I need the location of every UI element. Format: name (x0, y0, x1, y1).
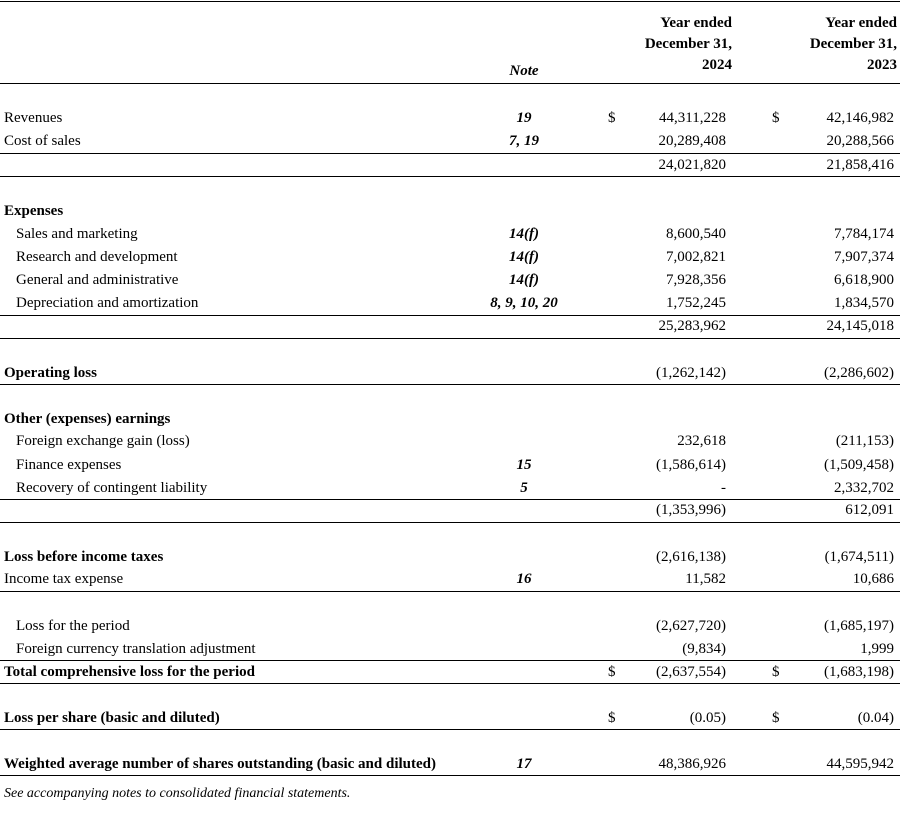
value-2023: 20,288,566 (826, 133, 894, 149)
column-header-line: 2023 (867, 57, 897, 73)
rule (0, 775, 900, 776)
row-label: General and administrative (16, 272, 179, 288)
row-research-development (0, 247, 900, 267)
value-2023: 21,858,416 (826, 157, 894, 173)
row-loss-before-tax (0, 547, 900, 567)
row-label: Sales and marketing (16, 226, 138, 242)
row-gross-margin (0, 155, 900, 175)
rule (0, 683, 900, 684)
column-header-line: Year ended (660, 15, 732, 31)
row-other-total (0, 500, 900, 520)
row-label: Operating loss (4, 365, 97, 381)
note-column-header: Note (509, 63, 539, 79)
value-2023: (1,685,197) (824, 618, 894, 634)
value-2024: (2,616,138) (656, 549, 726, 565)
row-note: 14(f) (509, 249, 539, 265)
currency-symbol: $ (608, 710, 616, 726)
value-2024: 48,386,926 (658, 756, 726, 772)
row-label: Cost of sales (4, 133, 81, 149)
row-fx-translation (0, 639, 900, 659)
value-2024: 20,289,408 (658, 133, 726, 149)
row-note: 14(f) (509, 226, 539, 242)
value-2024: 7,928,356 (666, 272, 726, 288)
row-note: 5 (520, 480, 528, 496)
row-general-administrative (0, 270, 900, 290)
value-2023: 44,595,942 (826, 756, 894, 772)
value-2024: (2,637,554) (656, 664, 726, 680)
row-income-tax (0, 569, 900, 589)
column-header-line: 2024 (702, 57, 732, 73)
row-label: Research and development (16, 249, 178, 265)
value-2024: - (721, 480, 726, 496)
value-2024: 11,582 (685, 571, 726, 587)
rule (0, 384, 900, 385)
row-label: Loss per share (basic and diluted) (4, 710, 220, 726)
column-header-2023 (810, 13, 897, 76)
currency-symbol: $ (608, 664, 616, 680)
header-rule (0, 83, 900, 84)
value-2024: (1,353,996) (656, 502, 726, 518)
column-header-2024 (645, 13, 732, 76)
row-loss-period (0, 616, 900, 636)
row-depreciation (0, 293, 900, 313)
column-header-line: December 31, (809, 36, 897, 52)
value-2023: (2,286,602) (824, 365, 894, 381)
value-2024: 7,002,821 (666, 249, 726, 265)
value-2023: (211,153) (835, 433, 894, 449)
row-sales-marketing (0, 224, 900, 244)
column-header-line: December 31, (644, 36, 732, 52)
value-2023: 7,907,374 (834, 249, 894, 265)
currency-symbol: $ (772, 664, 780, 680)
value-2023: 612,091 (845, 502, 894, 518)
rule (0, 522, 900, 523)
row-weighted-shares (0, 754, 900, 774)
value-2024: (9,834) (682, 641, 726, 657)
section-heading: Expenses (4, 203, 64, 219)
value-2023: 7,784,174 (834, 226, 894, 242)
row-operating-loss (0, 363, 900, 383)
row-label: Income tax expense (4, 571, 124, 587)
footnote: See accompanying notes to consolidated financial statements. (4, 786, 351, 801)
row-label: Weighted average number of shares outstanding (basic and diluted) (4, 756, 436, 772)
value-2024: (0.05) (689, 710, 726, 726)
row-note: 19 (516, 110, 532, 126)
value-2023: 6,618,900 (834, 272, 894, 288)
row-note: 8, 9, 10, 20 (490, 295, 558, 311)
value-2024: (2,627,720) (656, 618, 726, 634)
value-2024: (1,586,614) (656, 457, 726, 473)
value-2024: 1,752,245 (666, 295, 726, 311)
value-2023: 2,332,702 (834, 480, 894, 496)
value-2023: 1,834,570 (834, 295, 894, 311)
row-loss-per-share (0, 708, 900, 728)
column-header-line: Year ended (825, 15, 897, 31)
rule (0, 591, 900, 592)
currency-symbol: $ (772, 110, 780, 126)
currency-symbol: $ (608, 110, 616, 126)
rule (0, 660, 900, 661)
section-heading: Other (expenses) earnings (4, 411, 171, 427)
value-2023: 1,999 (860, 641, 894, 657)
top-rule (0, 1, 900, 2)
value-2023: (1,683,198) (824, 664, 894, 680)
value-2024: 232,618 (677, 433, 726, 449)
value-2023: 10,686 (852, 571, 894, 587)
rule (0, 153, 900, 154)
row-note: 7, 19 (509, 133, 539, 149)
row-label: Revenues (4, 110, 63, 126)
row-other-heading (0, 409, 900, 429)
row-label: Recovery of contingent liability (16, 480, 208, 496)
value-2024: 8,600,540 (666, 226, 726, 242)
row-label: Foreign currency translation adjustment (16, 641, 256, 657)
currency-symbol: $ (772, 710, 780, 726)
row-finance-expenses (0, 455, 900, 475)
row-label: Foreign exchange gain (loss) (16, 433, 190, 449)
row-expenses-total (0, 316, 900, 336)
row-label: Loss before income taxes (4, 549, 164, 565)
value-2024: 25,283,962 (658, 318, 726, 334)
value-2023: (1,674,511) (824, 549, 894, 565)
value-2023: 24,145,018 (826, 318, 894, 334)
row-label: Total comprehensive loss for the period (4, 664, 255, 680)
value-2023: (0.04) (857, 710, 894, 726)
row-label: Loss for the period (16, 618, 130, 634)
value-2024: (1,262,142) (656, 365, 726, 381)
row-recovery (0, 478, 900, 498)
rule (0, 338, 900, 339)
row-note: 14(f) (509, 272, 539, 288)
value-2024: 24,021,820 (658, 157, 726, 173)
row-note: 15 (516, 457, 532, 473)
value-2024: 44,311,228 (659, 110, 726, 126)
rule (0, 729, 900, 730)
row-label: Depreciation and amortization (16, 295, 199, 311)
row-cost-of-sales (0, 131, 900, 151)
row-fx-gain (0, 431, 900, 451)
row-total-comprehensive-loss (0, 662, 900, 682)
rule (0, 176, 900, 177)
row-revenues (0, 108, 900, 128)
row-note: 16 (516, 571, 532, 587)
row-note: 17 (516, 756, 532, 772)
value-2023: (1,509,458) (824, 457, 894, 473)
row-expenses-heading (0, 201, 900, 221)
value-2023: 42,146,982 (826, 110, 894, 126)
row-label: Finance expenses (16, 457, 122, 473)
